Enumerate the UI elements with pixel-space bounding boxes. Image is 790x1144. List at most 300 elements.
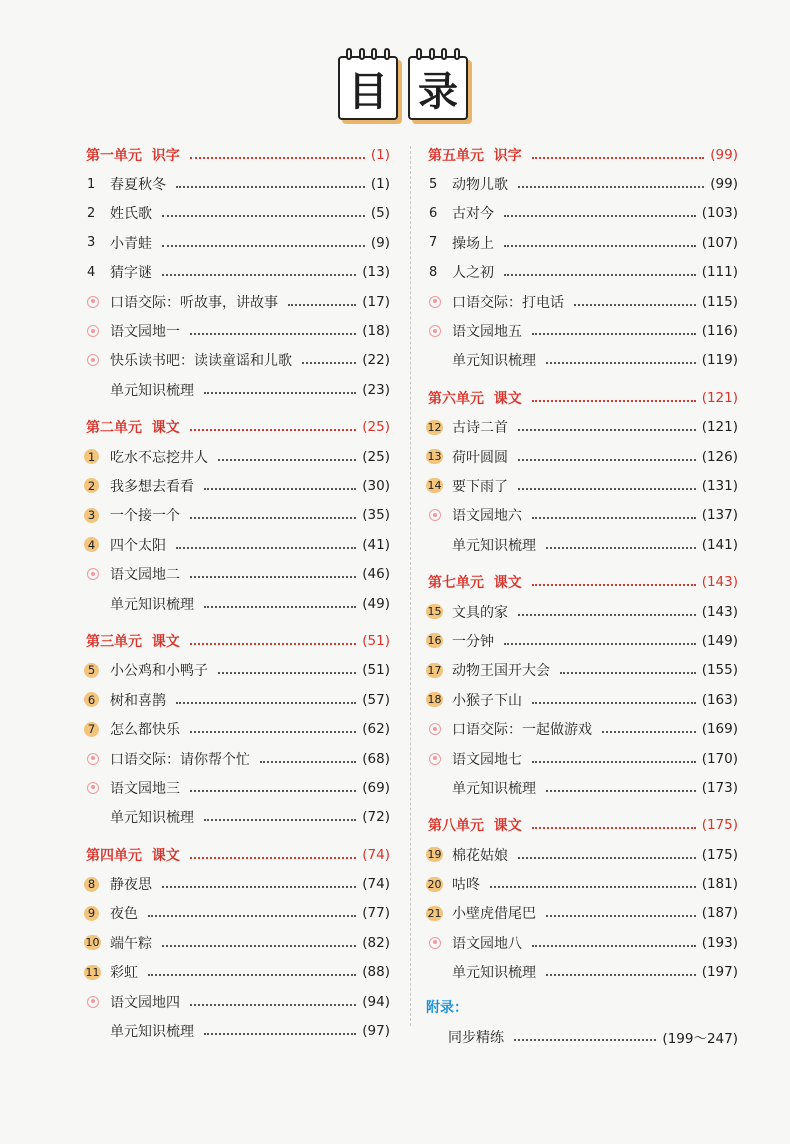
page-number: (25) bbox=[362, 448, 390, 465]
entry-title: 语文园地三 bbox=[110, 780, 180, 797]
entry-marker bbox=[84, 449, 110, 464]
dot-leader bbox=[148, 915, 356, 917]
entry-marker bbox=[426, 235, 452, 250]
entry-marker bbox=[426, 847, 452, 862]
entry-title: 一个接一个 bbox=[110, 508, 180, 525]
dot-leader bbox=[190, 429, 357, 431]
dot-leader bbox=[504, 215, 696, 217]
entry-marker bbox=[84, 478, 110, 493]
unit-heading[interactable] bbox=[426, 811, 738, 840]
entry-marker bbox=[426, 663, 452, 678]
toc-entry[interactable] bbox=[426, 199, 738, 228]
page-number: (74) bbox=[362, 846, 390, 863]
target-icon bbox=[429, 296, 441, 308]
lesson-number-badge: 9 bbox=[84, 906, 99, 921]
lesson-number-badge: 6 bbox=[84, 692, 99, 707]
toc-entry[interactable] bbox=[84, 375, 390, 404]
toc-entry[interactable] bbox=[426, 714, 738, 743]
unit-type: 课文 bbox=[493, 390, 522, 407]
toc-entry[interactable] bbox=[426, 228, 738, 257]
dot-leader bbox=[190, 790, 356, 792]
page-number: (62) bbox=[362, 721, 390, 738]
toc-entry[interactable] bbox=[426, 287, 738, 316]
entry-marker bbox=[84, 996, 110, 1008]
toc-entry[interactable] bbox=[426, 928, 738, 957]
entry-marker bbox=[84, 177, 110, 192]
entry-title: 语文园地五 bbox=[452, 324, 522, 341]
toc-entry[interactable] bbox=[84, 958, 390, 987]
dot-leader bbox=[190, 731, 356, 733]
entry-marker bbox=[84, 877, 110, 892]
entry-marker bbox=[84, 663, 110, 678]
dot-leader bbox=[162, 945, 356, 947]
toc-entry[interactable] bbox=[426, 958, 738, 987]
entry-title: 树和喜鹊 bbox=[110, 692, 166, 709]
unit-label: 第八单元 bbox=[428, 818, 484, 835]
dot-leader bbox=[190, 517, 356, 519]
lesson-number-badge: 10 bbox=[85, 936, 100, 950]
unit-label: 第六单元 bbox=[428, 390, 484, 407]
dot-leader bbox=[190, 333, 356, 335]
page-number: (68) bbox=[362, 750, 390, 767]
dot-leader bbox=[176, 186, 365, 188]
page-number: (30) bbox=[362, 477, 390, 494]
entry-marker bbox=[426, 692, 452, 707]
entry-title: 语文园地二 bbox=[110, 567, 180, 584]
entry-marker bbox=[426, 723, 452, 735]
toc-entry[interactable] bbox=[84, 803, 390, 832]
dot-leader bbox=[176, 702, 356, 704]
toc-entry[interactable] bbox=[426, 840, 738, 869]
entry-title: 小壁虎借尾巴 bbox=[452, 906, 536, 923]
unit-label: 第三单元 bbox=[86, 633, 142, 650]
lesson-number: 5 bbox=[429, 176, 438, 192]
page-number: (13) bbox=[362, 264, 390, 281]
target-icon bbox=[87, 753, 99, 765]
toc-title bbox=[334, 44, 464, 124]
dot-leader bbox=[504, 274, 696, 276]
entry-title: 古对今 bbox=[452, 206, 494, 223]
dot-leader bbox=[532, 702, 696, 704]
entry-marker bbox=[426, 449, 452, 464]
lesson-number-badge: 11 bbox=[85, 965, 100, 979]
dot-leader bbox=[546, 790, 696, 792]
page-number: (72) bbox=[362, 809, 390, 826]
lesson-number-badge: 8 bbox=[84, 877, 99, 892]
unit-label: 第五单元 bbox=[428, 147, 484, 164]
page-number: (141) bbox=[701, 536, 738, 553]
toc-entry[interactable] bbox=[426, 626, 738, 655]
dot-leader bbox=[288, 304, 356, 306]
page-number: (131) bbox=[701, 477, 738, 494]
toc-entry[interactable] bbox=[426, 258, 738, 287]
unit-title bbox=[84, 145, 184, 165]
entry-title: 咕咚 bbox=[452, 877, 480, 894]
page-number: (35) bbox=[362, 507, 390, 524]
entry-title: 吃水不忘挖井人 bbox=[110, 449, 208, 466]
page-number: (25) bbox=[362, 419, 390, 436]
dot-leader bbox=[546, 915, 696, 917]
appendix-entry[interactable] bbox=[426, 1022, 738, 1051]
toc-entry[interactable] bbox=[84, 316, 390, 345]
toc-entry[interactable] bbox=[426, 413, 738, 442]
toc-entry[interactable] bbox=[84, 1016, 390, 1045]
entry-title: 同步精练 bbox=[448, 1029, 504, 1046]
entry-title: 单元知识梳理 bbox=[110, 596, 194, 613]
toc-entry[interactable] bbox=[84, 714, 390, 743]
page-number: (137) bbox=[701, 507, 738, 524]
target-icon bbox=[429, 509, 441, 521]
lesson-number-badge: 15 bbox=[427, 605, 442, 619]
toc-entry[interactable] bbox=[84, 530, 390, 559]
page-number: (175) bbox=[701, 817, 738, 834]
unit-title bbox=[84, 631, 184, 651]
dot-leader bbox=[518, 429, 696, 431]
title-char-1: 目 bbox=[348, 68, 388, 115]
entry-marker bbox=[426, 937, 452, 949]
target-icon bbox=[429, 937, 441, 949]
unit-heading[interactable] bbox=[84, 840, 390, 869]
unit-type: 识字 bbox=[493, 147, 522, 164]
unit-heading[interactable] bbox=[426, 140, 738, 169]
toc-entry[interactable] bbox=[84, 773, 390, 802]
unit-heading[interactable] bbox=[426, 567, 738, 596]
entry-title: 静夜思 bbox=[110, 877, 152, 894]
toc-entry[interactable] bbox=[426, 773, 738, 802]
toc-entry[interactable] bbox=[84, 169, 390, 198]
lesson-number-badge: 18 bbox=[427, 693, 442, 707]
page-number: (181) bbox=[701, 876, 738, 893]
lesson-number-badge: 3 bbox=[84, 508, 99, 523]
lesson-number-badge: 2 bbox=[84, 478, 99, 493]
dot-leader bbox=[546, 974, 696, 976]
page-number: (107) bbox=[701, 234, 738, 251]
toc-entry[interactable] bbox=[84, 656, 390, 685]
dot-leader bbox=[518, 186, 704, 188]
lesson-number-badge: 7 bbox=[84, 722, 99, 737]
toc-entry[interactable] bbox=[84, 501, 390, 530]
entry-marker bbox=[426, 478, 452, 493]
unit-type: 课文 bbox=[151, 847, 180, 864]
page-number: (126) bbox=[701, 448, 738, 465]
toc-entry[interactable] bbox=[426, 442, 738, 471]
title-char-2: 录 bbox=[418, 68, 458, 115]
entry-title: 人之初 bbox=[452, 265, 494, 282]
entry-marker bbox=[84, 325, 110, 337]
entry-title: 要下雨了 bbox=[452, 478, 508, 495]
target-icon bbox=[429, 325, 441, 337]
lesson-number: 4 bbox=[87, 264, 96, 280]
entry-title: 猜字谜 bbox=[110, 265, 152, 282]
entry-title: 棉花姑娘 bbox=[452, 847, 508, 864]
entry-marker bbox=[84, 235, 110, 250]
entry-title: 口语交际：打电话 bbox=[452, 294, 564, 311]
entry-marker bbox=[426, 509, 452, 521]
unit-label: 第一单元 bbox=[86, 147, 142, 164]
page-number: (88) bbox=[362, 964, 390, 981]
page-number: (99) bbox=[710, 146, 738, 163]
unit-type: 识字 bbox=[151, 147, 180, 164]
dot-leader bbox=[532, 761, 696, 763]
toc-entry[interactable] bbox=[84, 199, 390, 228]
page-number: (149) bbox=[701, 632, 738, 649]
entry-title: 动物王国开大会 bbox=[452, 663, 550, 680]
page-number: (5) bbox=[370, 205, 390, 222]
unit-title bbox=[426, 145, 526, 165]
entry-marker bbox=[84, 935, 110, 950]
entry-title: 口语交际：一起做游戏 bbox=[452, 722, 592, 739]
entry-title: 怎么都快乐 bbox=[110, 722, 180, 739]
unit-heading[interactable] bbox=[84, 413, 390, 442]
page-number: (1) bbox=[370, 176, 390, 193]
target-icon bbox=[87, 782, 99, 794]
spiral-rings-icon bbox=[346, 48, 390, 60]
entry-title: 小青蛙 bbox=[110, 235, 152, 252]
entry-marker bbox=[84, 782, 110, 794]
entry-title: 快乐读书吧：读读童谣和儿歌 bbox=[110, 353, 292, 370]
lesson-number-badge: 20 bbox=[427, 877, 442, 891]
dot-leader bbox=[532, 400, 696, 402]
toc-entry[interactable] bbox=[426, 346, 738, 375]
entry-marker bbox=[84, 265, 110, 280]
lesson-number: 7 bbox=[429, 235, 438, 251]
dot-leader bbox=[218, 459, 356, 461]
entry-marker bbox=[426, 420, 452, 435]
lesson-number-badge: 12 bbox=[427, 420, 442, 434]
entry-title: 单元知识梳理 bbox=[452, 537, 536, 554]
entry-marker bbox=[426, 177, 452, 192]
page-number: (143) bbox=[701, 574, 738, 591]
entry-marker bbox=[84, 722, 110, 737]
entry-title: 我多想去看看 bbox=[110, 478, 194, 495]
entry-title: 文具的家 bbox=[452, 604, 508, 621]
dot-leader bbox=[504, 245, 696, 247]
entry-title: 单元知识梳理 bbox=[110, 1024, 194, 1041]
dot-leader bbox=[176, 547, 356, 549]
appendix-heading: 附录： bbox=[426, 1000, 468, 1017]
page-number: (121) bbox=[701, 389, 738, 406]
entry-title: 单元知识梳理 bbox=[452, 965, 536, 982]
dot-leader bbox=[514, 1039, 656, 1041]
page-number: (94) bbox=[362, 993, 390, 1010]
unit-type: 课文 bbox=[151, 633, 180, 650]
toc-entry[interactable] bbox=[426, 471, 738, 500]
toc-entry[interactable] bbox=[426, 899, 738, 928]
entry-title: 口语交际：听故事，讲故事 bbox=[110, 294, 278, 311]
dot-leader bbox=[560, 672, 696, 674]
dot-leader bbox=[162, 245, 365, 247]
toc-left-column bbox=[84, 140, 390, 1046]
page-number: (77) bbox=[362, 905, 390, 922]
entry-marker bbox=[84, 906, 110, 921]
page-number: (119) bbox=[701, 352, 738, 369]
page-number: (51) bbox=[362, 632, 390, 649]
entry-marker bbox=[84, 206, 110, 221]
toc-entry[interactable] bbox=[84, 685, 390, 714]
unit-type: 课文 bbox=[493, 818, 522, 835]
dot-leader bbox=[148, 974, 356, 976]
dot-leader bbox=[218, 672, 356, 674]
dot-leader bbox=[532, 584, 696, 586]
entry-marker bbox=[426, 325, 452, 337]
toc-entry[interactable] bbox=[426, 501, 738, 530]
toc-entry[interactable] bbox=[84, 471, 390, 500]
dot-leader bbox=[190, 157, 365, 159]
entry-title: 荷叶圆圆 bbox=[452, 449, 508, 466]
entry-title: 四个太阳 bbox=[110, 537, 166, 554]
dot-leader bbox=[162, 886, 356, 888]
spiral-rings-icon bbox=[416, 48, 460, 60]
toc-entry[interactable] bbox=[84, 869, 390, 898]
entry-title: 单元知识梳理 bbox=[110, 810, 194, 827]
unit-title bbox=[426, 572, 526, 592]
page-number: (187) bbox=[701, 905, 738, 922]
unit-label: 第七单元 bbox=[428, 575, 484, 592]
entry-title: 语文园地六 bbox=[452, 508, 522, 525]
dot-leader bbox=[162, 274, 356, 276]
entry-marker bbox=[84, 753, 110, 765]
dot-leader bbox=[518, 857, 696, 859]
entry-title: 语文园地四 bbox=[110, 994, 180, 1011]
unit-label: 第二单元 bbox=[86, 420, 142, 437]
toc-entry[interactable] bbox=[426, 685, 738, 714]
lesson-number-badge: 19 bbox=[427, 848, 442, 862]
target-icon bbox=[87, 296, 99, 308]
page-number: (155) bbox=[701, 662, 738, 679]
page-number: (22) bbox=[362, 352, 390, 369]
toc-entry[interactable] bbox=[426, 744, 738, 773]
entry-marker bbox=[426, 633, 452, 648]
toc-entry[interactable] bbox=[84, 589, 390, 618]
unit-type: 课文 bbox=[493, 575, 522, 592]
dot-leader bbox=[532, 333, 696, 335]
unit-label: 第四单元 bbox=[86, 847, 142, 864]
entry-title: 口语交际：请你帮个忙 bbox=[110, 751, 250, 768]
dot-leader bbox=[546, 547, 696, 549]
entry-title: 单元知识梳理 bbox=[452, 780, 536, 797]
toc-entry[interactable] bbox=[84, 987, 390, 1016]
unit-heading[interactable] bbox=[84, 140, 390, 169]
toc-entry[interactable] bbox=[426, 869, 738, 898]
entry-marker bbox=[84, 508, 110, 523]
unit-title bbox=[84, 845, 184, 865]
dot-leader bbox=[302, 362, 356, 364]
page-number: (173) bbox=[701, 779, 738, 796]
dot-leader bbox=[204, 1033, 356, 1035]
toc-entry[interactable] bbox=[426, 597, 738, 626]
toc-entry[interactable] bbox=[426, 169, 738, 198]
toc-entry[interactable] bbox=[84, 744, 390, 773]
page-number: (99) bbox=[710, 176, 738, 193]
page-number: (41) bbox=[362, 536, 390, 553]
entry-title: 古诗二首 bbox=[452, 420, 508, 437]
dot-leader bbox=[204, 819, 356, 821]
toc-entry[interactable] bbox=[84, 899, 390, 928]
page-number: (175) bbox=[701, 846, 738, 863]
entry-marker bbox=[84, 692, 110, 707]
column-divider bbox=[410, 146, 411, 1026]
lesson-number: 2 bbox=[87, 205, 96, 221]
dot-leader bbox=[490, 886, 696, 888]
entry-title: 语文园地一 bbox=[110, 324, 180, 341]
page-number: (49) bbox=[362, 595, 390, 612]
page-number: (199～247) bbox=[662, 1030, 738, 1047]
dot-leader bbox=[204, 488, 356, 490]
entry-marker bbox=[426, 206, 452, 221]
dot-leader bbox=[532, 945, 696, 947]
toc-entry[interactable] bbox=[84, 258, 390, 287]
unit-heading[interactable] bbox=[426, 383, 738, 412]
lesson-number-badge: 14 bbox=[427, 479, 442, 493]
entry-marker bbox=[426, 296, 452, 308]
entry-title: 小公鸡和小鸭子 bbox=[110, 663, 208, 680]
lesson-number-badge: 4 bbox=[84, 537, 99, 552]
dot-leader bbox=[518, 614, 696, 616]
toc-entry[interactable] bbox=[84, 442, 390, 471]
toc-entry[interactable] bbox=[84, 346, 390, 375]
toc-entry[interactable] bbox=[426, 530, 738, 559]
entry-title: 操场上 bbox=[452, 235, 494, 252]
target-icon bbox=[429, 753, 441, 765]
entry-marker bbox=[426, 265, 452, 280]
unit-heading[interactable] bbox=[84, 626, 390, 655]
page-number: (82) bbox=[362, 934, 390, 951]
page-number: (74) bbox=[362, 876, 390, 893]
dot-leader bbox=[574, 304, 696, 306]
entry-marker bbox=[426, 604, 452, 619]
dot-leader bbox=[190, 643, 357, 645]
page-number: (143) bbox=[701, 603, 738, 620]
entry-title: 动物儿歌 bbox=[452, 177, 508, 194]
dot-leader bbox=[190, 857, 357, 859]
lesson-number-badge: 5 bbox=[84, 663, 99, 678]
toc-right-column bbox=[426, 140, 738, 1051]
page-number: (57) bbox=[362, 691, 390, 708]
toc-entry[interactable] bbox=[426, 656, 738, 685]
toc-entry[interactable] bbox=[84, 287, 390, 316]
target-icon bbox=[87, 354, 99, 366]
entry-title: 夜色 bbox=[110, 906, 138, 923]
entry-title: 语文园地七 bbox=[452, 751, 522, 768]
page-number: (193) bbox=[701, 934, 738, 951]
dot-leader bbox=[518, 488, 696, 490]
entry-title: 小猴子下山 bbox=[452, 692, 522, 709]
entry-title: 端午粽 bbox=[110, 935, 152, 952]
page-number: (121) bbox=[701, 419, 738, 436]
page-number: (97) bbox=[362, 1023, 390, 1040]
entry-title: 春夏秋冬 bbox=[110, 177, 166, 194]
toc-entry[interactable] bbox=[84, 559, 390, 588]
entry-marker bbox=[84, 568, 110, 580]
page-number: (23) bbox=[362, 381, 390, 398]
unit-type: 课文 bbox=[151, 420, 180, 437]
page-number: (46) bbox=[362, 566, 390, 583]
page-number: (116) bbox=[701, 323, 738, 340]
dot-leader bbox=[532, 827, 696, 829]
entry-title: 单元知识梳理 bbox=[110, 382, 194, 399]
toc-entry[interactable] bbox=[84, 928, 390, 957]
page-number: (1) bbox=[370, 146, 390, 163]
toc-entry[interactable] bbox=[426, 316, 738, 345]
dot-leader bbox=[190, 1004, 356, 1006]
toc-entry[interactable] bbox=[84, 228, 390, 257]
target-icon bbox=[87, 568, 99, 580]
lesson-number: 3 bbox=[87, 235, 96, 251]
entry-marker bbox=[84, 354, 110, 366]
page-number: (9) bbox=[370, 234, 390, 251]
page-number: (51) bbox=[362, 662, 390, 679]
title-card-1 bbox=[338, 56, 398, 120]
